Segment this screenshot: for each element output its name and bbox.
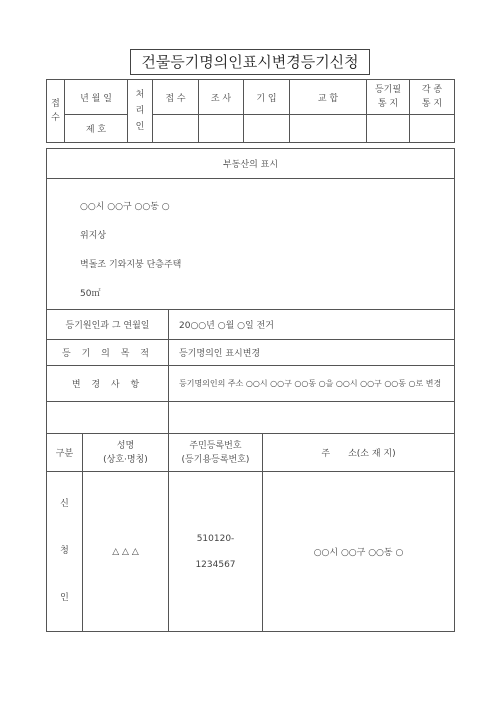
col-entry: 기 입 bbox=[256, 93, 277, 104]
reception-label: 접 수 bbox=[51, 99, 60, 123]
col-name-line1: 성명 bbox=[116, 440, 135, 451]
applicant-id-line2: 1234567 bbox=[195, 559, 236, 570]
property-description bbox=[47, 179, 455, 310]
purpose-label: 등 기 의 목 적 bbox=[47, 340, 169, 366]
col-reception: 접 수 bbox=[165, 93, 186, 104]
change-value: 등기명의인의 주소 ○○시 ○○구 ○○동 ○을 ○○시 ○○구 ○○동 ○로 변경 bbox=[169, 366, 455, 402]
cause-label: 등기원인과 그 연월일 bbox=[47, 310, 169, 340]
application-form bbox=[46, 148, 455, 632]
applicant-side-char-3: 인 bbox=[60, 593, 69, 603]
blank-cell-left bbox=[47, 402, 169, 434]
reception-date-label: 년 월 일 bbox=[80, 93, 112, 104]
applicant-name: △ △ △ bbox=[83, 472, 169, 632]
applicant-side-char-2: 청 bbox=[60, 546, 69, 556]
property-location: 위지상 bbox=[80, 231, 107, 241]
property-area: 50㎡ bbox=[80, 289, 101, 299]
col-id-line2: (등기용등록번호) bbox=[181, 454, 250, 465]
document-title: 건물등기명의인표시변경등기신청 bbox=[130, 49, 370, 75]
property-address: ○○시 ○○구 ○○동 ○ bbox=[80, 202, 170, 212]
blank-cell-right bbox=[169, 402, 455, 434]
col-various-notices: 각 종 통 지 bbox=[421, 85, 443, 109]
col-address: 주 소(소 재 지) bbox=[263, 434, 455, 472]
purpose-value: 등기명의인 표시변경 bbox=[169, 340, 455, 366]
col-id-line1: 주민등록번호 bbox=[189, 440, 242, 451]
col-completion-notice: 등기필 통 지 bbox=[374, 85, 402, 109]
applicant-id-line1: 510120- bbox=[196, 533, 235, 544]
processor-label: 처 리 인 bbox=[135, 90, 145, 132]
col-name-line2: (상호·명칭) bbox=[103, 454, 148, 465]
applicant-address: ○○시 ○○구 ○○동 ○ bbox=[263, 472, 455, 632]
reception-number-label: 제 호 bbox=[85, 125, 107, 135]
col-id bbox=[169, 434, 263, 472]
col-name bbox=[83, 434, 169, 472]
property-structure: 벽돌조 기와지붕 단층주택 bbox=[80, 260, 182, 270]
applicant-id bbox=[169, 472, 263, 632]
col-division: 구분 bbox=[47, 434, 83, 472]
cause-value: 20○○년 ○월 ○일 전거 bbox=[169, 310, 455, 340]
col-verification: 교 합 bbox=[317, 93, 339, 104]
change-label: 변 경 사 항 bbox=[47, 366, 169, 402]
col-investigation: 조 사 bbox=[210, 93, 232, 104]
property-heading: 부동산의 표시 bbox=[47, 149, 455, 179]
applicant-side-label bbox=[47, 472, 83, 632]
applicant-side-char-1: 신 bbox=[60, 499, 69, 509]
